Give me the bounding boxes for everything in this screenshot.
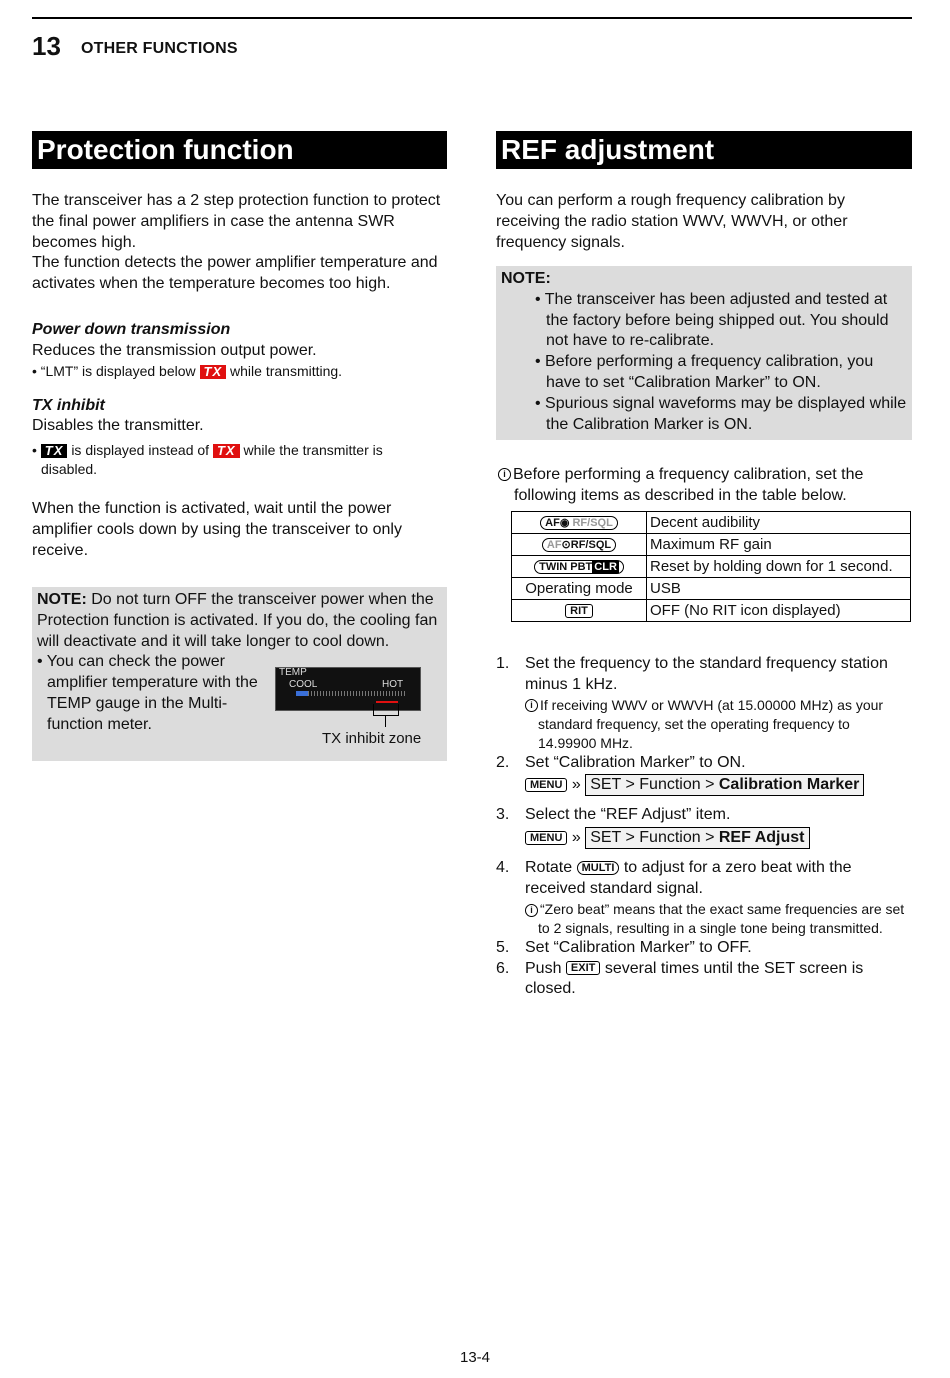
calibration-table-wrap xyxy=(511,511,911,622)
inhibit-post: while the transmitter is xyxy=(243,442,383,459)
gauge-level xyxy=(296,691,308,696)
chapter-number: 13 xyxy=(32,31,61,61)
table-row xyxy=(512,578,911,600)
table-key-cell xyxy=(512,512,647,534)
inhibit-zone-stem xyxy=(385,715,386,727)
gauge-inhibit-marker xyxy=(376,701,398,703)
table-value-cell: USB xyxy=(647,578,911,600)
ref-note-text: Before performing a frequency calibration, you have to set “Calibration Marker” to ON. xyxy=(545,353,874,391)
lmt-pre: • “LMT” is displayed below xyxy=(32,362,196,379)
menu-key-icon: MENU xyxy=(525,778,567,792)
step-4 xyxy=(496,858,912,938)
step-number: 2. xyxy=(496,753,510,771)
table-row xyxy=(512,512,911,534)
table-key-cell xyxy=(512,556,647,578)
ref-note-text: Spurious signal waveforms may be displayed while the Calibration Marker is ON. xyxy=(545,394,907,433)
info-icon: i xyxy=(498,468,511,481)
tx-inhibit-desc: Disables the transmitter. xyxy=(32,417,204,435)
step-text: Set “Calibration Marker” to ON. xyxy=(525,753,746,771)
power-down-heading: Power down transmission xyxy=(32,320,231,338)
info-icon: i xyxy=(525,904,538,917)
gauge-scale xyxy=(296,691,406,696)
path-arrow: » xyxy=(571,776,581,794)
before-text: Before performing a frequency calibration, set the following items as described in the table below. xyxy=(513,466,864,504)
step-1-info xyxy=(525,696,912,753)
table-value-cell: Reset by holding down for 1 second. xyxy=(647,556,911,578)
chapter-title: OTHER FUNCTIONS xyxy=(81,40,238,57)
note-bullet: • You can check the power amplifier temperature with the TEMP gauge in the Multi-function meter. xyxy=(37,653,258,733)
ref-steps xyxy=(496,654,912,1000)
calibration-table xyxy=(511,511,911,622)
step-number: 4. xyxy=(496,859,510,877)
inhibit-line xyxy=(32,441,447,460)
step-text: Select the “REF Adjust” item. xyxy=(525,806,731,824)
tx-inhibit-icon: TX xyxy=(41,444,68,458)
step-text: Push EXIT several times until the SET screen is closed. xyxy=(525,959,864,998)
step-4-info xyxy=(525,900,912,938)
protection-note xyxy=(37,590,442,652)
ref-note-label: NOTE: xyxy=(501,270,551,287)
af-rfsql-knob-icon: AF⊙RF/SQL xyxy=(542,538,616,552)
step-text: Set the frequency to the standard frequency station minus 1 kHz. xyxy=(525,655,888,693)
step-info-text: “Zero beat” means that the exact same frequencies are set to 2 signals, resulting in a single tone being transmitted. xyxy=(538,900,905,936)
ref-note-item: • Before performing a frequency calibration, you have to set “Calibration Marker” to ON. xyxy=(535,353,874,391)
inhibit-bullet: • xyxy=(32,442,37,459)
protection-intro-1: The transceiver has a 2 step protection function to protect the final power amplifiers in case the antenna SWR becomes high. xyxy=(32,192,441,251)
note-label: NOTE: xyxy=(37,591,87,608)
menu-key-icon: MENU xyxy=(525,831,567,845)
inhibit-line-2: disabled. xyxy=(41,461,98,478)
ref-adjust-path: SET > Function > REF Adjust xyxy=(585,827,809,849)
af-rfsql-knob-icon: AF◉ RF/SQL xyxy=(540,516,618,530)
step-number: 5. xyxy=(496,938,510,956)
tx-inhibit-zone-label: TX inhibit zone xyxy=(322,730,422,747)
protection-column xyxy=(32,191,447,562)
gauge-hot-label: HOT xyxy=(382,679,404,690)
protection-intro-2: The function detects the power amplifier temperature and activates when the temperature becomes too high. xyxy=(32,254,438,293)
header-rule xyxy=(32,17,912,19)
lmt-post: while transmitting. xyxy=(230,362,343,379)
page-number: 13-4 xyxy=(459,1349,491,1366)
step-2-path xyxy=(525,774,912,796)
step-6 xyxy=(496,959,912,1001)
exit-key-icon: EXIT xyxy=(566,961,600,975)
ref-intro: You can perform a rough frequency calibration by receiving the radio station WWV, WWVH, or other frequency signals. xyxy=(496,192,848,251)
inhibit-zone-bracket xyxy=(373,704,399,716)
protection-heading: Protection function xyxy=(32,131,447,169)
table-value-cell: Maximum RF gain xyxy=(647,534,911,556)
power-down-desc: Reduces the transmission output power. xyxy=(32,341,317,359)
tx-icon: TX xyxy=(200,365,227,379)
ref-note-text: The transceiver has been adjusted and tested at the factory before being shipped out. You should not have to re-calibrate. xyxy=(544,290,889,350)
gauge-temp-label: TEMP xyxy=(279,667,307,678)
table-value-cell: Decent audibility xyxy=(647,512,911,534)
step-2 xyxy=(496,753,912,797)
info-icon: i xyxy=(525,699,538,712)
ref-note-box xyxy=(496,266,912,440)
table-key-cell xyxy=(512,600,647,622)
path-arrow: » xyxy=(571,829,581,847)
step-3 xyxy=(496,805,912,849)
step-info-text: If receiving WWV or WWVH (at 15.00000 MHz) as your standard frequency, set the operating frequency to 14.99900 MHz. xyxy=(538,696,884,751)
before-text-block xyxy=(498,465,924,507)
step-5 xyxy=(496,938,912,959)
note-text: Do not turn OFF the transceiver power when the Protection function is activated. If you do, the cooling fan will deactivate and it will take longer to cool down. xyxy=(37,591,438,650)
ref-note-item: • Spurious signal waveforms may be displayed while the Calibration Marker is ON. xyxy=(535,394,907,433)
table-row xyxy=(512,534,911,556)
table-value-cell: OFF (No RIT icon displayed) xyxy=(647,600,911,622)
tx-icon: TX xyxy=(213,444,240,458)
step-number: 3. xyxy=(496,806,510,824)
rit-key-icon: RIT xyxy=(565,604,593,618)
table-row xyxy=(512,556,911,578)
ref-heading: REF adjustment xyxy=(496,131,912,169)
step-text: Rotate MULTI to adjust for a zero beat with the received standard signal. xyxy=(525,859,852,897)
inhibit-mid: is displayed instead of xyxy=(71,442,210,459)
step-1 xyxy=(496,654,912,753)
temp-gauge xyxy=(275,667,421,711)
calibration-marker-path: SET > Function > Calibration Marker xyxy=(585,774,864,796)
step-number: 1. xyxy=(496,655,510,672)
ref-note-item: • The transceiver has been adjusted and tested at the factory before being shipped out. You should not have to re-calibrate. xyxy=(535,290,889,350)
table-key-cell: Operating mode xyxy=(512,578,647,600)
gauge-cool-label: COOL xyxy=(289,679,318,690)
table-key-cell xyxy=(512,534,647,556)
tx-inhibit-heading: TX inhibit xyxy=(32,396,105,414)
multi-knob-icon: MULTI xyxy=(577,861,620,875)
when-activated-text: When the function is activated, wait until the power amplifier cools down by using the transceiver to only receive. xyxy=(32,500,402,559)
step-text: Set “Calibration Marker” to OFF. xyxy=(525,938,752,956)
step-number: 6. xyxy=(496,959,510,977)
lmt-line xyxy=(32,362,447,381)
step-3-path xyxy=(525,827,912,849)
table-row xyxy=(512,600,911,622)
twin-pbt-clr-knob-icon: TWIN PBT CLR xyxy=(534,560,624,574)
